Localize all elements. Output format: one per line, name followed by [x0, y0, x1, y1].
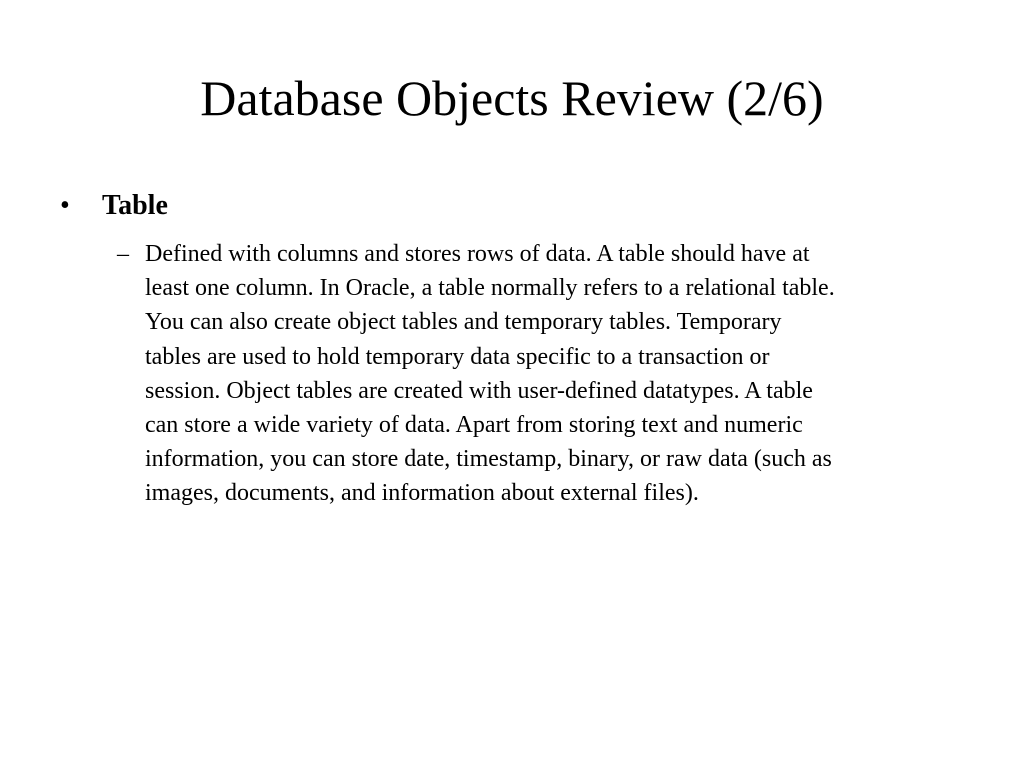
- text-line: images, documents, and information about external files).: [145, 480, 699, 507]
- text-line: information, you can store date, timestamp, binary, or raw data (such as: [145, 446, 832, 473]
- bullet-marker: •: [60, 190, 70, 221]
- text-line: least one column. In Oracle, a table normally refers to a relational table.: [145, 275, 835, 302]
- text-line: Defined with columns and stores rows of data. A table should have at: [145, 241, 810, 267]
- text-line: You can also create object tables and temporary tables. Temporary: [145, 309, 782, 336]
- text-line: can store a wide variety of data. Apart from storing text and numeric: [145, 412, 803, 439]
- slide-title: Database Objects Review (2/6): [200, 70, 824, 126]
- bullet-label: Table: [102, 190, 168, 221]
- text-line: tables are used to hold temporary data specific to a transaction or: [145, 343, 770, 370]
- sub-bullet-text: [145, 237, 975, 511]
- text-line: session. Object tables are created with user-defined datatypes. A table: [145, 377, 813, 404]
- sub-bullet-marker: –: [117, 241, 129, 267]
